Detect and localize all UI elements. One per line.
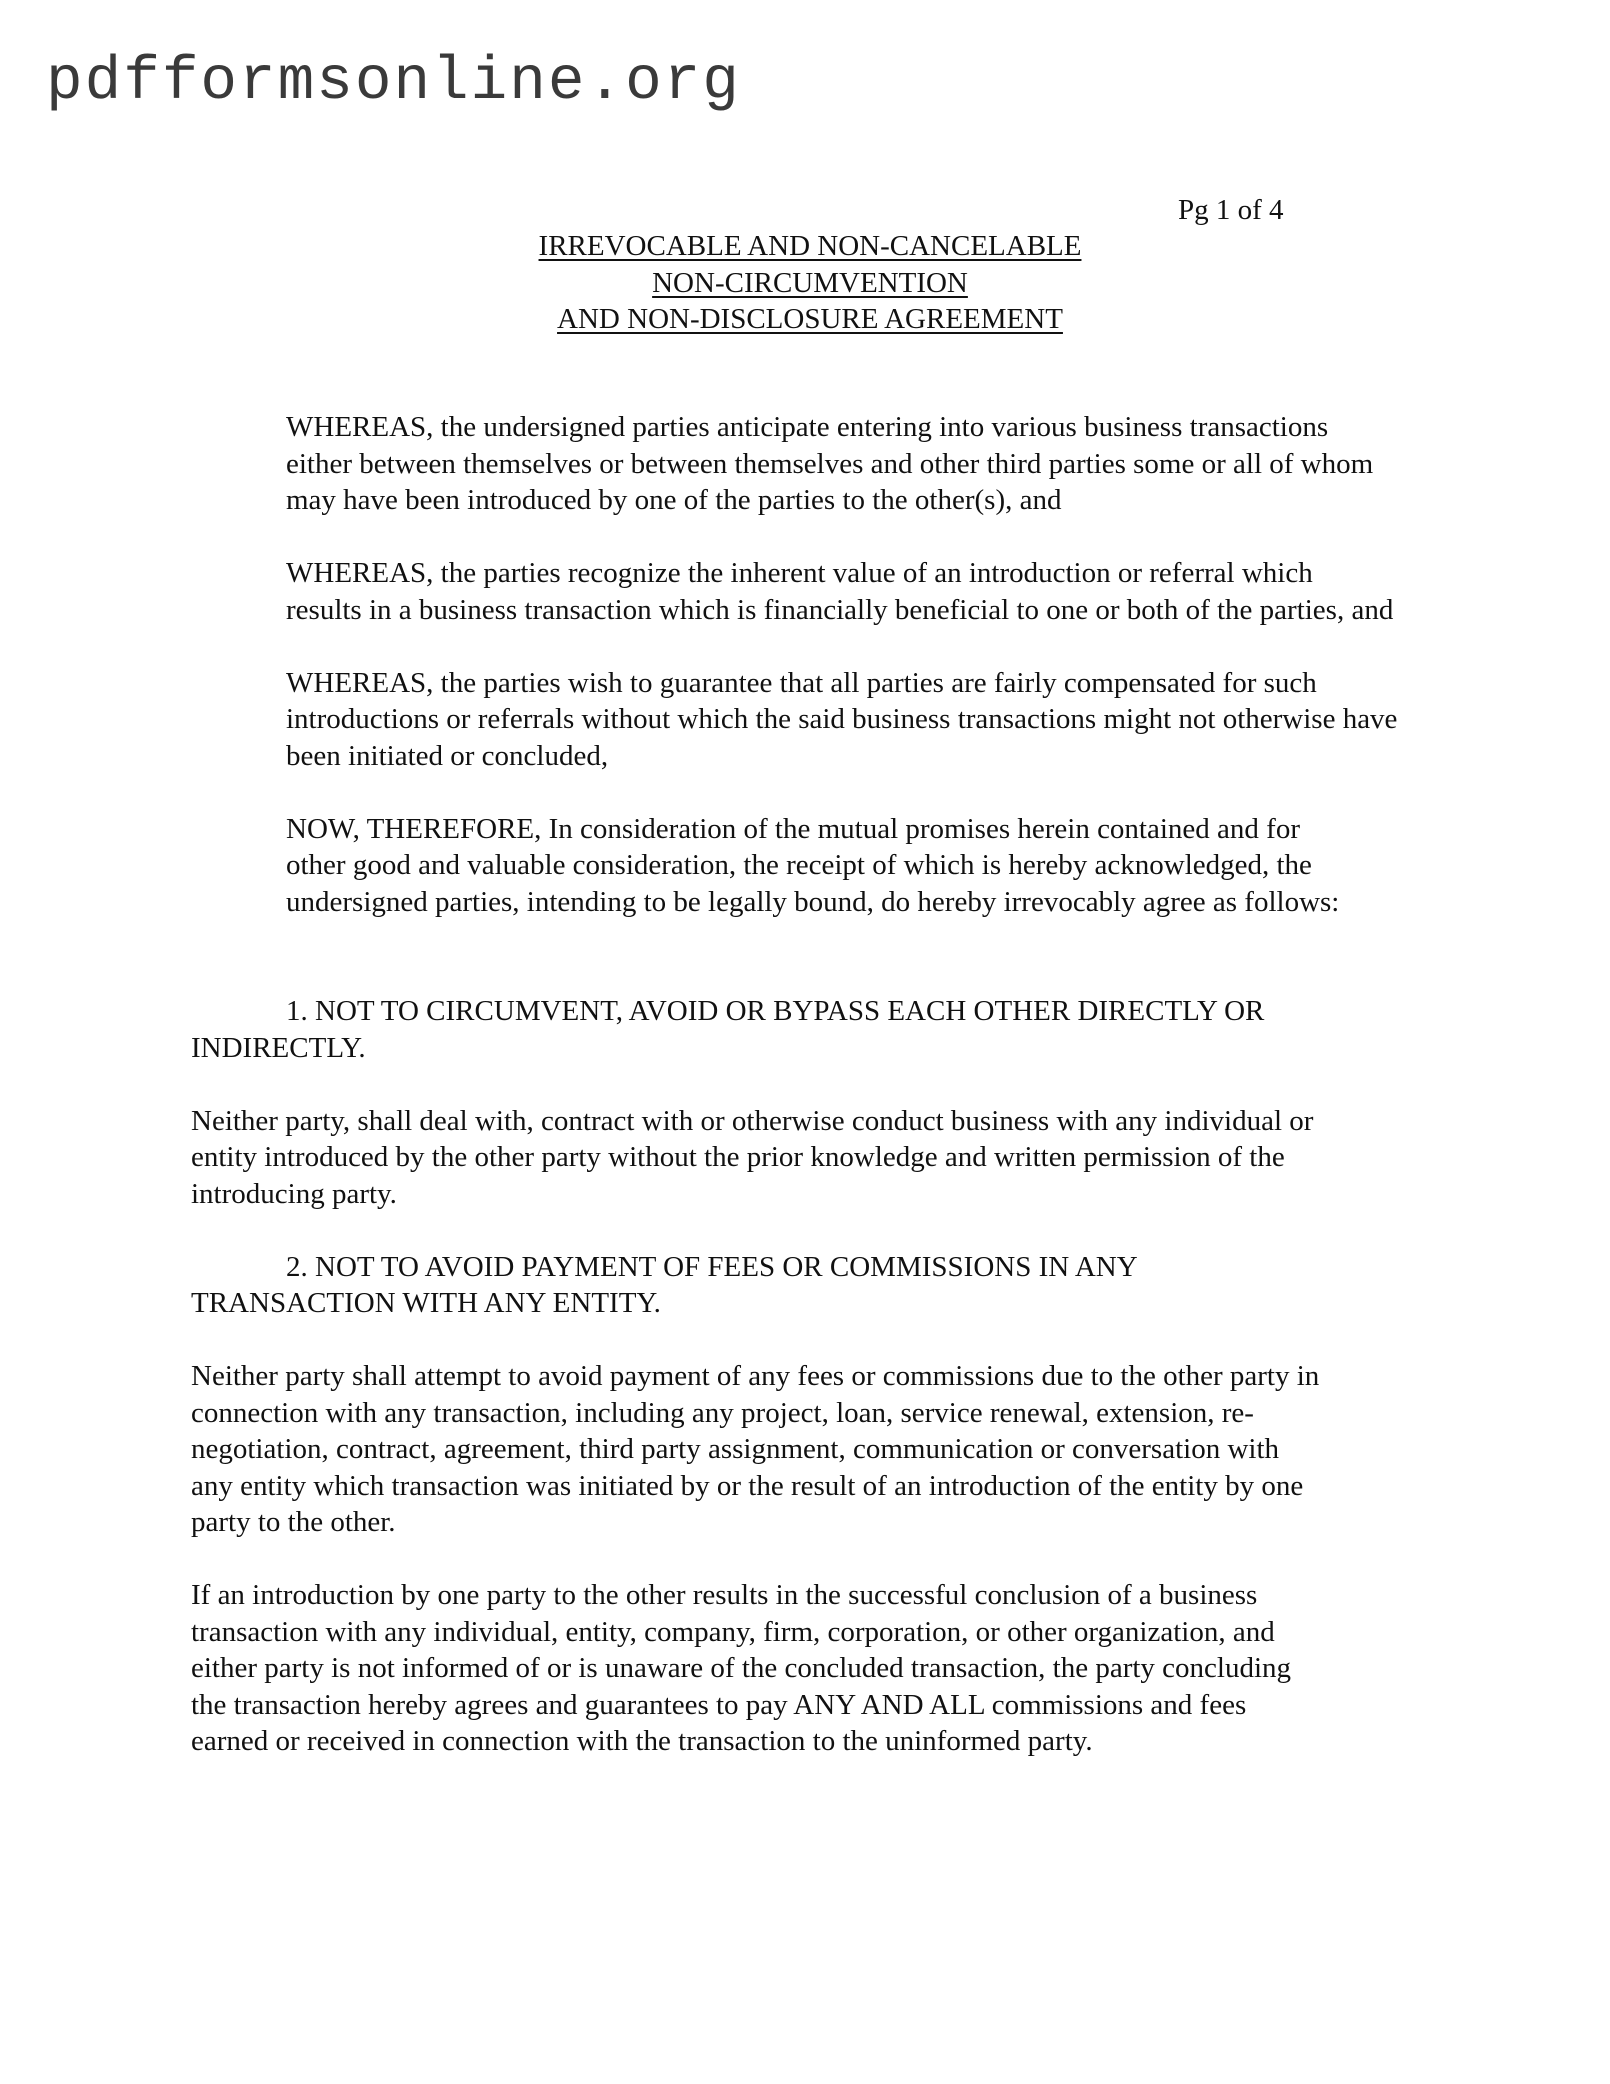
section-2-body: Neither party shall attempt to avoid payment of any fees or commissions due to the other party in connection with any transaction, including any project, loan, service renewal, extension, re- negotiation, contract, agreement, third party assignment, communication or conversation with any entity which transaction was initiated by or the result of an introduction of the entity by one party to the other. [191, 1360, 1320, 1538]
recital-whereas-3: WHEREAS, the parties wish to guarantee that all parties are fairly compensated for such introductions or referrals without which the said business transactions might not otherwise have been initiated or concluded, [286, 666, 1398, 772]
document-body [191, 409, 1431, 1796]
title-line: NON-CIRCUMVENTION [652, 266, 968, 299]
page-number: Pg 1 of 4 [1178, 194, 1284, 226]
recital-now-therefore: NOW, THEREFORE, In consideration of the mutual promises herein contained and for other good and valuable consideration, the receipt of which is hereby acknowledged, the undersigned parties, intending to be legally bound, do hereby irrevocably agree as follows: [286, 812, 1340, 918]
recital-whereas-1: WHEREAS, the undersigned parties anticipate entering into various business transactions either between themselves or between themselves and other third parties some or all of whom may have been introduced by one of the parties to the other(s), and [286, 411, 1374, 516]
document-title [190, 228, 1430, 338]
section-2-heading: 2. NOT TO AVOID PAYMENT OF FEES OR COMMISSIONS IN ANY TRANSACTION WITH ANY ENTITY. [191, 1250, 1138, 1319]
section-1-heading: 1. NOT TO CIRCUMVENT, AVOID OR BYPASS EACH OTHER DIRECTLY OR INDIRECTLY. [191, 995, 1265, 1064]
site-watermark: pdfformsonline.org [46, 48, 741, 117]
recital-whereas-2: WHEREAS, the parties recognize the inherent value of an introduction or referral which results in a business transaction which is financially beneficial to one or both of the parties, and [286, 557, 1394, 626]
title-line: IRREVOCABLE AND NON-CANCELABLE [538, 230, 1082, 262]
title-line: AND NON-DISCLOSURE AGREEMENT [557, 303, 1063, 335]
section-2-body-continued: If an introduction by one party to the other results in the successful conclusion of a business transaction with any individual, entity, company, firm, corporation, or other organization, and either party is not informed of or is unaware of the concluded transaction, the party concluding the transaction hereby agrees and guarantees to pay ANY AND ALL commissions and fees earned or received in connection with the transaction to the uninformed party. [191, 1579, 1292, 1757]
section-1-body: Neither party, shall deal with, contract with or otherwise conduct business with any individual or entity introduced by the other party without the prior knowledge and written permission of the introducing party. [191, 1104, 1314, 1210]
